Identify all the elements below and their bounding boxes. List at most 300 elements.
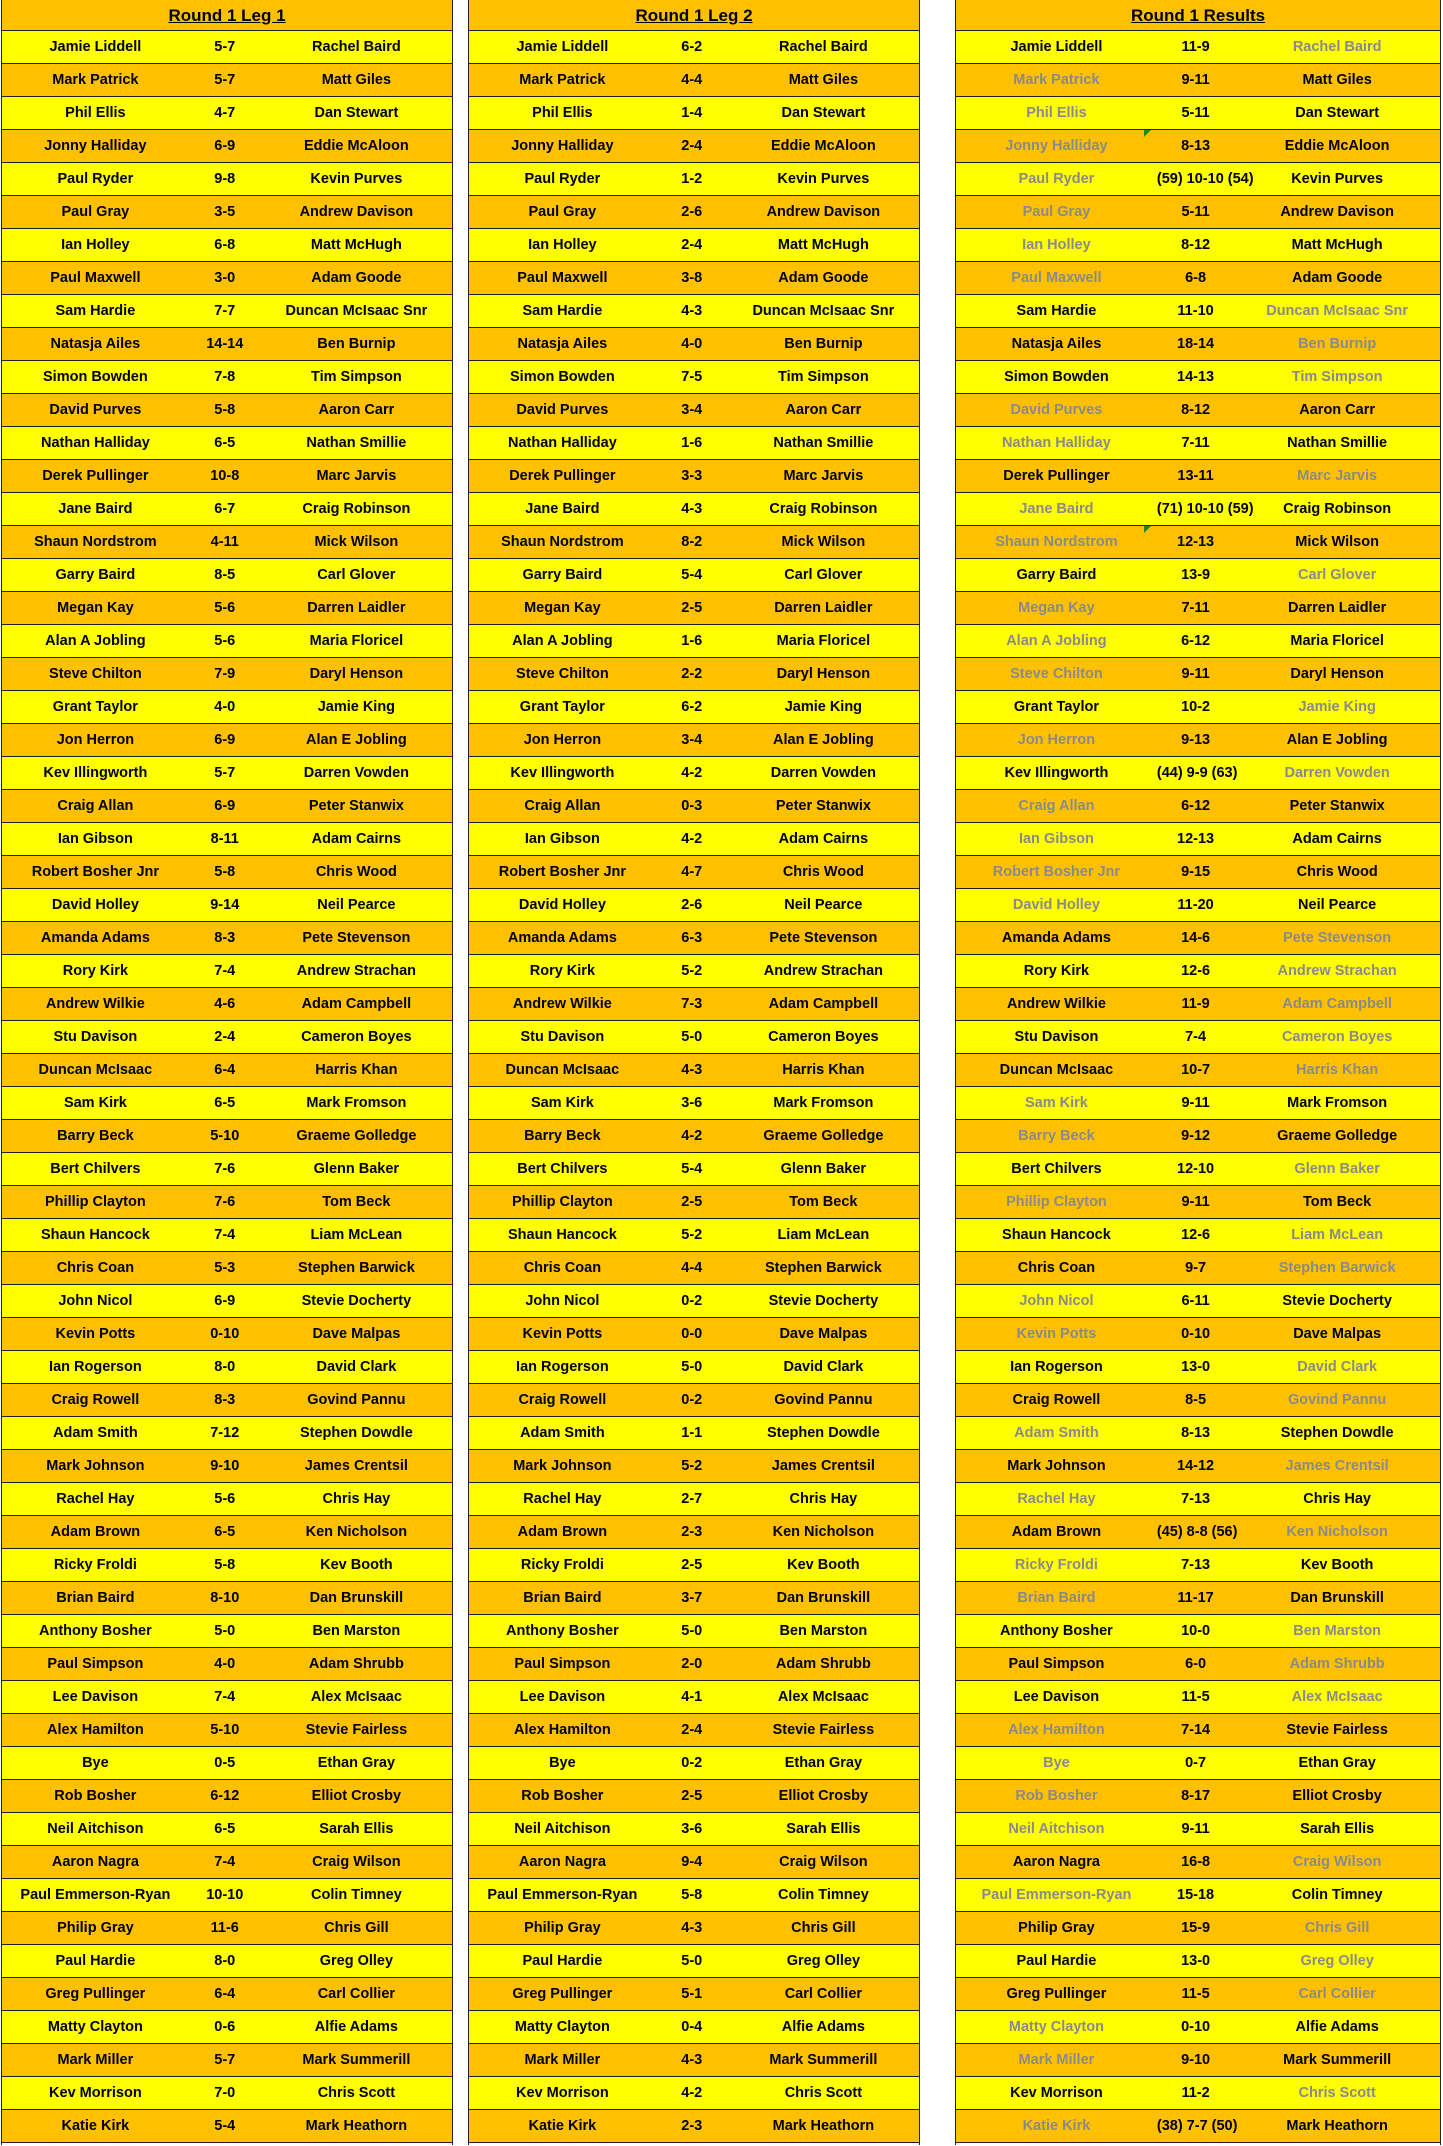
home-player: Paul Emmerson-Ryan xyxy=(487,1887,638,1903)
away-player: Chris Wood xyxy=(315,864,397,880)
home-player: Katie Kirk xyxy=(528,2118,597,2134)
match-row xyxy=(2,856,452,889)
away-player: Daryl Henson xyxy=(776,666,871,682)
home-player: Ian Gibson xyxy=(1018,831,1094,847)
away-player: Mark Fromson xyxy=(306,1095,407,1111)
match-score: (44) 9-9 (63) xyxy=(1156,765,1238,781)
home-player: Paul Simpson xyxy=(514,1656,611,1672)
away-player: Chris Hay xyxy=(1303,1491,1371,1507)
comment-indicator-icon xyxy=(1144,526,1151,533)
away-player: Dan Stewart xyxy=(781,105,866,121)
away-player: Graeme Golledge xyxy=(763,1128,884,1144)
match-row xyxy=(469,427,919,460)
match-score: 2-3 xyxy=(681,2118,703,2134)
home-player: Sam Hardie xyxy=(522,303,603,319)
home-player: Kevin Potts xyxy=(522,1326,603,1342)
away-player: Andrew Davison xyxy=(1280,204,1394,220)
away-player: Ken Nicholson xyxy=(772,1524,875,1540)
home-player: Aaron Nagra xyxy=(1012,1854,1100,1870)
match-score: 3-4 xyxy=(681,732,703,748)
away-player: Matt Giles xyxy=(788,72,859,88)
away-player: Stevie Docherty xyxy=(301,1293,412,1309)
away-player: Pete Stevenson xyxy=(769,930,878,946)
away-player: Dan Brunskill xyxy=(1290,1590,1384,1606)
match-row xyxy=(469,790,919,823)
match-row xyxy=(469,2044,919,2077)
home-player: Rob Bosher xyxy=(1015,1788,1098,1804)
away-player: Neil Pearce xyxy=(784,897,863,913)
home-player: Barry Beck xyxy=(57,1128,134,1144)
away-player: Glenn Baker xyxy=(313,1161,400,1177)
away-player: Darren Laidler xyxy=(774,600,873,616)
match-score: 11-5 xyxy=(1181,1689,1210,1705)
match-row xyxy=(956,1516,1440,1549)
away-player: Aaron Carr xyxy=(785,402,862,418)
home-player: Bye xyxy=(82,1755,109,1771)
home-player: Garry Baird xyxy=(522,567,603,583)
away-player: Rachel Baird xyxy=(1292,39,1382,55)
match-row xyxy=(2,1219,452,1252)
home-player: John Nicol xyxy=(1019,1293,1094,1309)
match-score: 0-10 xyxy=(210,1326,240,1342)
match-row xyxy=(956,1351,1440,1384)
home-player: Phillip Clayton xyxy=(1006,1194,1107,1210)
home-player: Mark Patrick xyxy=(52,72,139,88)
match-row xyxy=(469,856,919,889)
match-row xyxy=(2,1615,452,1648)
match-score: 4-0 xyxy=(214,1656,236,1672)
home-player: Sam Hardie xyxy=(55,303,136,319)
away-player: Tim Simpson xyxy=(310,369,402,385)
match-row xyxy=(956,1318,1440,1351)
match-row xyxy=(469,1219,919,1252)
match-row xyxy=(469,889,919,922)
match-score: 5-10 xyxy=(210,1722,240,1738)
away-player: Maria Floricel xyxy=(309,633,404,649)
away-player: Mark Heathorn xyxy=(305,2118,408,2134)
match-row xyxy=(956,1252,1440,1285)
match-score: 10-8 xyxy=(210,468,240,484)
away-player: Craig Wilson xyxy=(312,1854,401,1870)
match-score: 9-13 xyxy=(1181,732,1211,748)
home-player: Rachel Hay xyxy=(1017,1491,1096,1507)
home-player: Duncan McIsaac xyxy=(505,1062,620,1078)
away-player: Adam Cairns xyxy=(778,831,869,847)
away-player: Kev Booth xyxy=(320,1557,393,1573)
match-row xyxy=(956,922,1440,955)
match-row xyxy=(469,1549,919,1582)
match-score: 4-2 xyxy=(681,831,703,847)
match-score: 8-2 xyxy=(681,534,703,550)
away-player: Alex McIsaac xyxy=(777,1689,869,1705)
match-row xyxy=(469,97,919,130)
match-score: 6-4 xyxy=(214,1986,236,2002)
match-score: 0-5 xyxy=(214,1755,236,1771)
match-row xyxy=(2,163,452,196)
match-row xyxy=(956,97,1440,130)
home-player: Anthony Bosher xyxy=(1000,1623,1113,1639)
away-player: Craig Robinson xyxy=(302,501,411,517)
away-player: Chris Hay xyxy=(789,1491,858,1507)
home-player: Derek Pullinger xyxy=(1003,468,1110,484)
away-player: Alex McIsaac xyxy=(1291,1689,1383,1705)
match-row xyxy=(2,1318,452,1351)
match-score: 2-7 xyxy=(681,1491,703,1507)
match-row xyxy=(956,526,1440,559)
away-player: Colin Timney xyxy=(1291,1887,1383,1903)
match-row xyxy=(2,1714,452,1747)
match-score: 13-0 xyxy=(1181,1359,1211,1375)
match-score: 3-6 xyxy=(681,1821,703,1837)
away-player: Sarah Ellis xyxy=(1300,1821,1375,1837)
home-player: Ian Holley xyxy=(528,237,597,253)
match-row xyxy=(956,1780,1440,1813)
away-player: Darren Vowden xyxy=(770,765,877,781)
away-player: Alan E Jobling xyxy=(306,732,407,748)
away-player: Chris Gill xyxy=(1304,1920,1370,1936)
home-player: Ian Rogerson xyxy=(516,1359,609,1375)
away-player: Jamie King xyxy=(784,699,863,715)
home-player: Nathan Halliday xyxy=(1002,435,1111,451)
home-player: Megan Kay xyxy=(1018,600,1095,616)
match-score: 5-4 xyxy=(214,2118,236,2134)
match-row xyxy=(469,130,919,163)
home-player: Amanda Adams xyxy=(40,930,150,946)
away-player: Matt McHugh xyxy=(310,237,402,253)
away-player: Craig Robinson xyxy=(1283,501,1392,517)
home-player: Grant Taylor xyxy=(1013,699,1099,715)
match-row xyxy=(2,1087,452,1120)
home-player: Paul Simpson xyxy=(47,1656,144,1672)
match-row xyxy=(2,1054,452,1087)
home-player: Alan A Jobling xyxy=(45,633,146,649)
home-player: Neil Aitchison xyxy=(47,1821,144,1837)
home-player: Nathan Halliday xyxy=(40,435,150,451)
match-row xyxy=(2,1879,452,1912)
match-score: 7-4 xyxy=(1185,1029,1207,1045)
home-player: Alex Hamilton xyxy=(1008,1722,1105,1738)
match-row xyxy=(469,1648,919,1681)
match-row xyxy=(956,229,1440,262)
away-player: Stephen Dowdle xyxy=(299,1425,413,1441)
match-row xyxy=(2,1120,452,1153)
home-player: Derek Pullinger xyxy=(509,468,616,484)
match-row xyxy=(469,988,919,1021)
home-player: Robert Bosher Jnr xyxy=(992,864,1121,880)
match-score: 0-7 xyxy=(1185,1755,1207,1771)
home-player: Megan Kay xyxy=(57,600,134,616)
leg1-title: Round 1 Leg 1 xyxy=(2,0,452,31)
match-score: 6-7 xyxy=(214,501,236,517)
match-row xyxy=(469,1978,919,2011)
away-player: Stephen Barwick xyxy=(764,1260,882,1276)
home-player: Mark Patrick xyxy=(519,72,606,88)
match-row xyxy=(956,1087,1440,1120)
away-player: Kevin Purves xyxy=(777,171,870,187)
away-player: Ethan Gray xyxy=(784,1755,863,1771)
match-score: 5-8 xyxy=(214,402,236,418)
home-player: David Purves xyxy=(516,402,609,418)
match-score: 4-7 xyxy=(681,864,703,880)
match-score: 5-8 xyxy=(214,864,236,880)
results-panel xyxy=(955,0,1441,2145)
away-player: James Crentsil xyxy=(771,1458,875,1474)
match-row xyxy=(2,955,452,988)
match-score: 2-6 xyxy=(681,204,703,220)
home-player: Rory Kirk xyxy=(1023,963,1090,979)
match-row xyxy=(2,97,452,130)
match-row xyxy=(956,31,1440,64)
away-player: Carl Collier xyxy=(1298,1986,1376,2002)
match-score: 4-3 xyxy=(681,501,703,517)
match-score: 6-9 xyxy=(214,138,236,154)
leg2-rows xyxy=(469,31,919,2143)
home-player: David Holley xyxy=(518,897,606,913)
match-score: 0-10 xyxy=(1181,1326,1211,1342)
match-row xyxy=(2,889,452,922)
home-player: Paul Ryder xyxy=(524,171,601,187)
match-row xyxy=(2,1681,452,1714)
home-player: Matty Clayton xyxy=(47,2019,143,2035)
home-player: Greg Pullinger xyxy=(1006,1986,1107,2002)
match-score: 6-5 xyxy=(214,1821,236,1837)
match-score: 7-12 xyxy=(210,1425,240,1441)
match-row xyxy=(956,2077,1440,2110)
away-player: Darren Laidler xyxy=(307,600,406,616)
match-score: 4-2 xyxy=(681,2085,703,2101)
match-score: 2-6 xyxy=(681,897,703,913)
match-row xyxy=(956,625,1440,658)
match-row xyxy=(469,2077,919,2110)
home-player: Craig Rowell xyxy=(1012,1392,1101,1408)
match-row xyxy=(2,658,452,691)
match-score: 11-17 xyxy=(1177,1590,1214,1606)
match-score: 6-2 xyxy=(681,39,703,55)
match-row xyxy=(2,1384,452,1417)
home-player: Jane Baird xyxy=(525,501,600,517)
away-player: Dan Brunskill xyxy=(309,1590,404,1606)
away-player: Ben Burnip xyxy=(1298,336,1377,352)
away-player: Ben Marston xyxy=(1293,1623,1382,1639)
home-player: Stu Davison xyxy=(1014,1029,1099,1045)
home-player: Adam Brown xyxy=(1011,1524,1102,1540)
match-score: 2-5 xyxy=(681,600,703,616)
match-score: 11-10 xyxy=(1177,303,1214,319)
away-player: Graeme Golledge xyxy=(1277,1128,1398,1144)
home-player: Bye xyxy=(1043,1755,1070,1771)
away-player: Liam McLean xyxy=(1291,1227,1384,1243)
away-player: Eddie McAloon xyxy=(304,138,409,154)
home-player: Simon Bowden xyxy=(1004,369,1109,385)
match-score: 11-5 xyxy=(1181,1986,1210,2002)
home-player: Duncan McIsaac xyxy=(999,1062,1114,1078)
match-score: 1-6 xyxy=(681,633,703,649)
home-player: Natasja Ailes xyxy=(517,336,608,352)
match-row xyxy=(2,1648,452,1681)
match-row xyxy=(2,1351,452,1384)
match-score: 9-10 xyxy=(210,1458,240,1474)
match-score: 4-4 xyxy=(681,1260,703,1276)
match-row xyxy=(2,262,452,295)
match-row xyxy=(2,757,452,790)
match-row xyxy=(2,1186,452,1219)
match-row xyxy=(2,328,452,361)
away-player: Rachel Baird xyxy=(312,39,401,55)
match-score: 2-4 xyxy=(681,1722,703,1738)
away-player: Alan E Jobling xyxy=(773,732,874,748)
match-row xyxy=(2,1846,452,1879)
match-row xyxy=(2,2011,452,2044)
home-player: Sam Kirk xyxy=(63,1095,127,1111)
home-player: Paul Hardie xyxy=(1016,1953,1097,1969)
match-row xyxy=(469,1945,919,1978)
match-score: 13-9 xyxy=(1181,567,1211,583)
match-score: 2-5 xyxy=(681,1788,703,1804)
match-row xyxy=(956,1153,1440,1186)
match-row xyxy=(469,1252,919,1285)
away-player: Adam Shrubb xyxy=(308,1656,404,1672)
home-player: Kev Illingworth xyxy=(43,765,148,781)
home-player: Philip Gray xyxy=(57,1920,134,1936)
home-player: Garry Baird xyxy=(55,567,136,583)
match-score: 9-12 xyxy=(1181,1128,1211,1144)
match-score: 4-2 xyxy=(681,765,703,781)
away-player: Adam Campbell xyxy=(768,996,879,1012)
match-score: 8-11 xyxy=(210,831,239,847)
match-score: 13-0 xyxy=(1181,1953,1211,1969)
match-row xyxy=(469,658,919,691)
match-row xyxy=(469,196,919,229)
match-score: 0-2 xyxy=(681,1392,703,1408)
away-player: Ethan Gray xyxy=(317,1755,396,1771)
away-player: Kevin Purves xyxy=(310,171,403,187)
match-row xyxy=(469,1747,919,1780)
home-player: Paul Maxwell xyxy=(1011,270,1102,286)
home-player: Ian Gibson xyxy=(57,831,133,847)
match-score: 0-2 xyxy=(681,1755,703,1771)
match-row xyxy=(956,691,1440,724)
away-player: Harris Khan xyxy=(1296,1062,1379,1078)
home-player: Shaun Hancock xyxy=(1002,1227,1111,1243)
match-score: 5-0 xyxy=(681,1953,703,1969)
home-player: Paul Gray xyxy=(61,204,130,220)
away-player: Rachel Baird xyxy=(779,39,868,55)
home-player: Jon Herron xyxy=(56,732,135,748)
match-row xyxy=(469,1153,919,1186)
match-score: 3-4 xyxy=(681,402,703,418)
home-player: Neil Aitchison xyxy=(514,1821,611,1837)
home-player: Nathan Halliday xyxy=(507,435,617,451)
home-player: Anthony Bosher xyxy=(38,1623,152,1639)
home-player: Megan Kay xyxy=(524,600,601,616)
match-score: 5-0 xyxy=(681,1359,703,1375)
match-score: 8-12 xyxy=(1181,402,1211,418)
home-player: Jonny Halliday xyxy=(511,138,614,154)
match-row xyxy=(956,1813,1440,1846)
home-player: Natasja Ailes xyxy=(50,336,141,352)
match-score: 5-6 xyxy=(214,1491,236,1507)
home-player: Paul Ryder xyxy=(57,171,134,187)
home-player: Craig Allan xyxy=(1018,798,1095,814)
match-score: 10-0 xyxy=(1181,1623,1211,1639)
away-player: Carl Collier xyxy=(317,1986,396,2002)
away-player: Greg Olley xyxy=(319,1953,394,1969)
match-row xyxy=(469,1186,919,1219)
home-player: Paul Maxwell xyxy=(517,270,608,286)
home-player: Jonny Halliday xyxy=(1005,138,1108,154)
away-player: Andrew Strachan xyxy=(763,963,883,979)
home-player: Lee Davison xyxy=(1013,1689,1100,1705)
home-player: Paul Gray xyxy=(1022,204,1091,220)
match-score: 5-7 xyxy=(214,2052,236,2068)
home-player: Kev Illingworth xyxy=(1004,765,1109,781)
match-score: 5-8 xyxy=(681,1887,703,1903)
away-player: Marc Jarvis xyxy=(783,468,864,484)
match-score: 8-3 xyxy=(214,1392,236,1408)
match-row xyxy=(956,757,1440,790)
away-player: Matt Giles xyxy=(321,72,392,88)
away-player: Pete Stevenson xyxy=(1283,930,1392,946)
match-score: 4-0 xyxy=(681,336,703,352)
match-row xyxy=(2,2077,452,2110)
match-score: 8-17 xyxy=(1181,1788,1211,1804)
away-player: Chris Hay xyxy=(322,1491,391,1507)
away-player: Chris Scott xyxy=(784,2085,863,2101)
home-player: Paul Hardie xyxy=(55,1953,136,1969)
away-player: Peter Stanwix xyxy=(308,798,404,814)
match-row xyxy=(2,1516,452,1549)
match-score: 5-1 xyxy=(681,1986,703,2002)
match-score: 7-14 xyxy=(1181,1722,1211,1738)
match-row xyxy=(469,1780,919,1813)
match-score: 7-3 xyxy=(681,996,703,1012)
home-player: David Purves xyxy=(1010,402,1103,418)
home-player: Garry Baird xyxy=(1016,567,1097,583)
match-score: 5-10 xyxy=(210,1128,240,1144)
home-player: Rachel Hay xyxy=(56,1491,135,1507)
home-player: Paul Gray xyxy=(528,204,597,220)
match-score: 7-6 xyxy=(214,1194,236,1210)
home-player: Paul Emmerson-Ryan xyxy=(981,1887,1132,1903)
match-score: 5-2 xyxy=(681,1227,703,1243)
match-score: 1-4 xyxy=(681,105,703,121)
away-player: Liam McLean xyxy=(310,1227,403,1243)
match-score: 5-0 xyxy=(214,1623,236,1639)
home-player: Shaun Nordstrom xyxy=(34,534,157,550)
match-row xyxy=(469,262,919,295)
match-row xyxy=(469,559,919,592)
match-row xyxy=(2,1549,452,1582)
match-score: 7-5 xyxy=(681,369,703,385)
away-player: Alfie Adams xyxy=(314,2019,398,2035)
match-row xyxy=(2,1153,452,1186)
match-score: 6-12 xyxy=(1181,633,1211,649)
away-player: Glenn Baker xyxy=(1294,1161,1380,1177)
match-score: 5-11 xyxy=(1181,105,1210,121)
match-score: 2-5 xyxy=(681,1557,703,1573)
away-player: Ken Nicholson xyxy=(1286,1524,1388,1540)
match-score: 6-9 xyxy=(214,1293,236,1309)
match-row xyxy=(469,163,919,196)
match-row xyxy=(2,559,452,592)
match-row xyxy=(956,1648,1440,1681)
match-score: 4-3 xyxy=(681,2052,703,2068)
leg2-panel xyxy=(468,0,920,2145)
away-player: Adam Cairns xyxy=(311,831,402,847)
match-score: 6-5 xyxy=(214,1095,236,1111)
match-row xyxy=(2,361,452,394)
match-score: 9-11 xyxy=(1181,666,1210,682)
